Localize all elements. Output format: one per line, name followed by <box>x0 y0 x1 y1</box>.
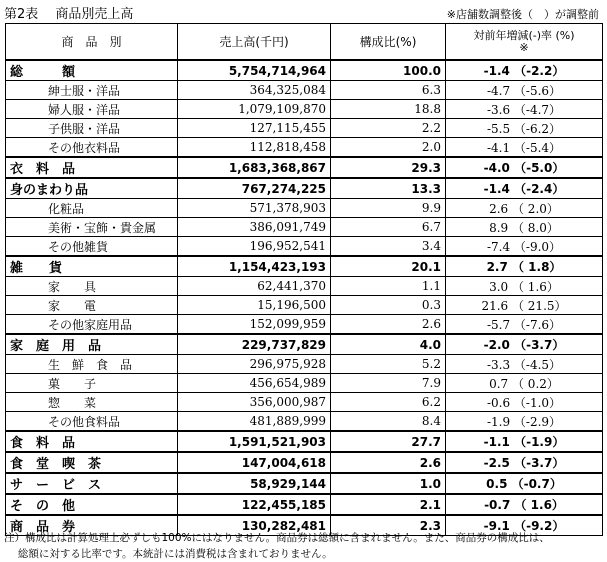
row-category: そ の 他 <box>6 494 178 515</box>
row-sales: 112,818,458 <box>178 138 331 158</box>
row-yoy: -1.1 （-1.9） <box>446 431 603 452</box>
row-yoy: -3.3 （-4.5） <box>446 355 603 374</box>
row-sales: 364,325,084 <box>178 81 331 100</box>
table-row <box>6 315 603 335</box>
row-sales: 229,737,829 <box>178 334 331 355</box>
table-row <box>6 256 603 277</box>
row-sales: 130,282,481 <box>178 515 331 536</box>
row-sales: 122,455,185 <box>178 494 331 515</box>
row-category: 化粧品 <box>6 199 178 218</box>
row-yoy: -4.7 （-5.6） <box>446 81 603 100</box>
row-sales: 356,000,987 <box>178 393 331 412</box>
row-sales: 147,004,618 <box>178 452 331 473</box>
row-yoy: 0.7 （ 0.2） <box>446 374 603 393</box>
header-yoy-line1: 対前年増減(-)率 (%) <box>473 28 575 42</box>
table-row <box>6 100 603 119</box>
row-yoy: -3.6 （-4.7） <box>446 100 603 119</box>
header-yoy-line2: ※ <box>519 40 529 54</box>
row-sales: 767,274,225 <box>178 178 331 199</box>
row-sales: 456,654,989 <box>178 374 331 393</box>
row-ratio: 6.2 <box>331 393 446 412</box>
row-yoy: -1.4 （-2.2） <box>446 60 603 81</box>
row-ratio: 3.4 <box>331 237 446 257</box>
table-row <box>6 138 603 158</box>
row-sales: 5,754,714,964 <box>178 60 331 81</box>
row-category: 商 品 券 <box>6 515 178 536</box>
row-category: 紳士服・洋品 <box>6 81 178 100</box>
table-row <box>6 199 603 218</box>
table-body <box>6 60 603 536</box>
row-ratio: 8.4 <box>331 412 446 432</box>
sales-by-product-table <box>5 23 603 536</box>
table-row <box>6 157 603 178</box>
row-ratio: 0.3 <box>331 296 446 315</box>
row-sales: 296,975,928 <box>178 355 331 374</box>
table-row <box>6 119 603 138</box>
row-ratio: 9.9 <box>331 199 446 218</box>
table-row <box>6 412 603 432</box>
row-category: 美術・宝飾・貴金属 <box>6 218 178 237</box>
row-yoy: 3.0 （ 1.6） <box>446 277 603 296</box>
row-category: 身のまわり品 <box>6 178 178 199</box>
row-ratio: 100.0 <box>331 60 446 81</box>
row-yoy: 0.5 （-0.7） <box>446 473 603 494</box>
row-category: その他食料品 <box>6 412 178 432</box>
row-category: 雑 貨 <box>6 256 178 277</box>
table-row <box>6 60 603 81</box>
row-category: 婦人服・洋品 <box>6 100 178 119</box>
row-category: 子供服・洋品 <box>6 119 178 138</box>
row-ratio: 2.2 <box>331 119 446 138</box>
row-ratio: 27.7 <box>331 431 446 452</box>
table-row <box>6 178 603 199</box>
row-yoy: 2.6 （ 2.0） <box>446 199 603 218</box>
table-row <box>6 374 603 393</box>
header-ratio: 構成比(%) <box>331 24 446 61</box>
row-sales: 481,889,999 <box>178 412 331 432</box>
row-yoy: 2.7 （ 1.8） <box>446 256 603 277</box>
table-row <box>6 296 603 315</box>
table-row <box>6 81 603 100</box>
row-sales: 1,154,423,193 <box>178 256 331 277</box>
header-yoy <box>446 24 603 61</box>
table-row <box>6 277 603 296</box>
table-row <box>6 218 603 237</box>
row-sales: 152,099,959 <box>178 315 331 335</box>
row-ratio: 6.7 <box>331 218 446 237</box>
row-yoy: -0.7 （ 1.6） <box>446 494 603 515</box>
row-category: 家 庭 用 品 <box>6 334 178 355</box>
row-sales: 1,591,521,903 <box>178 431 331 452</box>
row-ratio: 2.6 <box>331 452 446 473</box>
row-sales: 196,952,541 <box>178 237 331 257</box>
row-category: 菓 子 <box>6 374 178 393</box>
row-yoy: -1.4 （-2.4） <box>446 178 603 199</box>
row-category: サ ー ビ ス <box>6 473 178 494</box>
row-yoy: -9.1 （-9.2） <box>446 515 603 536</box>
row-yoy: -2.5 （-3.7） <box>446 452 603 473</box>
footnote-line2: 総額に対する比率です。本統計には消費税は含まれておりません。 <box>4 548 333 560</box>
row-ratio: 13.3 <box>331 178 446 199</box>
row-category: 食 料 品 <box>6 431 178 452</box>
row-yoy: -1.9 （-2.9） <box>446 412 603 432</box>
table-row <box>6 355 603 374</box>
footnote-line1: 注）構成比は計算処理上必ずしも100%にはなりません。商品券は総額に含まれません。また、商品券の構成比は、 <box>4 532 550 544</box>
row-yoy: -7.4 （-9.0） <box>446 237 603 257</box>
row-category: その他雑貨 <box>6 237 178 257</box>
table-title: 第2表 商品別売上高 <box>4 7 134 22</box>
row-ratio: 1.0 <box>331 473 446 494</box>
table-row <box>6 393 603 412</box>
row-ratio: 4.0 <box>331 334 446 355</box>
table-row <box>6 237 603 257</box>
table-row <box>6 431 603 452</box>
row-ratio: 18.8 <box>331 100 446 119</box>
row-category: その他衣料品 <box>6 138 178 158</box>
row-ratio: 2.6 <box>331 315 446 335</box>
row-category: その他家庭用品 <box>6 315 178 335</box>
table-row <box>6 473 603 494</box>
row-sales: 58,929,144 <box>178 473 331 494</box>
table-row <box>6 452 603 473</box>
row-yoy: -5.7 （-7.6） <box>446 315 603 335</box>
row-yoy: -5.5 （-6.2） <box>446 119 603 138</box>
row-category: 家 具 <box>6 277 178 296</box>
row-sales: 571,378,903 <box>178 199 331 218</box>
row-ratio: 7.9 <box>331 374 446 393</box>
row-sales: 15,196,500 <box>178 296 331 315</box>
row-sales: 1,079,109,870 <box>178 100 331 119</box>
header-row <box>6 24 603 61</box>
header-category: 商 品 別 <box>6 24 178 61</box>
row-ratio: 2.3 <box>331 515 446 536</box>
row-category: 家 電 <box>6 296 178 315</box>
row-sales: 1,683,368,867 <box>178 157 331 178</box>
row-ratio: 20.1 <box>331 256 446 277</box>
row-category: 惣 菜 <box>6 393 178 412</box>
row-ratio: 5.2 <box>331 355 446 374</box>
row-ratio: 2.1 <box>331 494 446 515</box>
row-sales: 62,441,370 <box>178 277 331 296</box>
row-ratio: 1.1 <box>331 277 446 296</box>
row-yoy: 8.9 （ 8.0） <box>446 218 603 237</box>
adjustment-note: ※店舗数調整後（ ）が調整前 <box>446 8 599 21</box>
header-sales: 売上高(千円) <box>178 24 331 61</box>
row-sales: 386,091,749 <box>178 218 331 237</box>
table-row <box>6 334 603 355</box>
row-yoy: 21.6 （ 21.5） <box>446 296 603 315</box>
row-ratio: 2.0 <box>331 138 446 158</box>
row-yoy: -2.0 （-3.7） <box>446 334 603 355</box>
row-category: 生 鮮 食 品 <box>6 355 178 374</box>
row-sales: 127,115,455 <box>178 119 331 138</box>
row-yoy: -4.0 （-5.0） <box>446 157 603 178</box>
row-yoy: -4.1 （-5.4） <box>446 138 603 158</box>
row-category: 食 堂 喫 茶 <box>6 452 178 473</box>
row-ratio: 29.3 <box>331 157 446 178</box>
row-ratio: 6.3 <box>331 81 446 100</box>
row-category: 総 額 <box>6 60 178 81</box>
row-yoy: -0.6 （-1.0） <box>446 393 603 412</box>
row-category: 衣 料 品 <box>6 157 178 178</box>
table-row <box>6 494 603 515</box>
